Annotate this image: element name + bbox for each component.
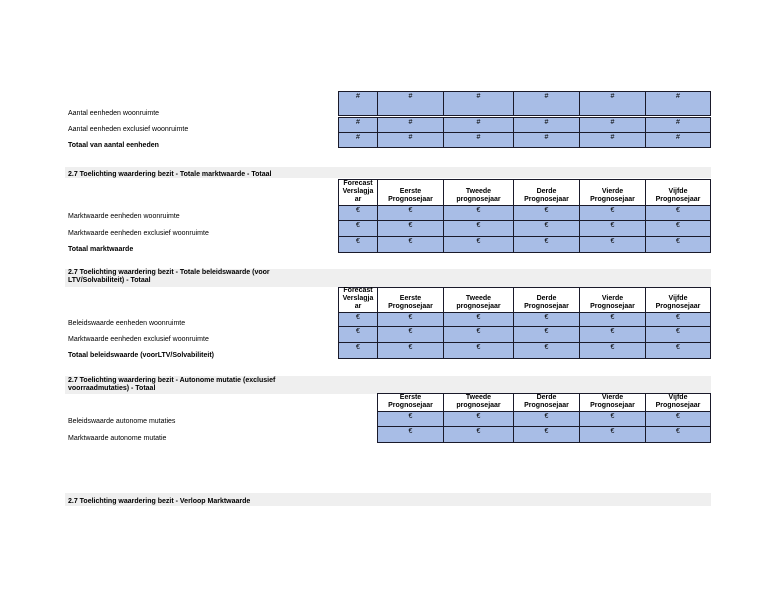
cell-text: € (544, 314, 549, 321)
cell-text: € (610, 314, 615, 321)
units-header-mark (378, 92, 443, 101)
cell-text: € (476, 413, 481, 420)
mark-text: # (676, 93, 680, 100)
cell-text: # (544, 134, 549, 141)
column-header-text: Tweede prognosejaar (456, 188, 501, 203)
column-header (645, 393, 711, 412)
column-header-text: Tweede prognosejaar (456, 394, 501, 409)
column-header-text: Eerste Prognosejaar (388, 295, 433, 310)
cell-text: # (408, 134, 413, 141)
column-header (579, 179, 646, 206)
value-cell[interactable] (338, 236, 378, 253)
units-header-mark (339, 92, 377, 101)
cell-text: € (676, 413, 680, 420)
cell-text: € (356, 344, 360, 351)
value-cell[interactable] (338, 342, 378, 359)
column-header (579, 287, 646, 313)
value-cell[interactable] (513, 411, 580, 427)
value-cell[interactable] (338, 326, 378, 343)
units-header-cell (377, 91, 444, 116)
value-cell[interactable] (513, 426, 580, 443)
cell-text: € (676, 222, 680, 229)
value-cell[interactable] (579, 205, 646, 221)
cell-text: # (476, 119, 481, 126)
cell-text: € (476, 238, 481, 245)
value-cell[interactable] (443, 236, 514, 253)
cell-text: € (476, 207, 481, 214)
value-cell[interactable] (443, 312, 514, 327)
value-cell[interactable] (513, 205, 580, 221)
cell-text: € (610, 344, 615, 351)
value-cell[interactable] (443, 411, 514, 427)
value-cell[interactable] (579, 132, 646, 148)
cell-text: € (476, 314, 481, 321)
column-header-text: Forecast Verslagja ar (342, 180, 374, 203)
column-header-text: Forecast Verslagja ar (342, 287, 374, 310)
cell-text: € (476, 328, 481, 335)
value-cell[interactable] (443, 426, 514, 443)
value-cell[interactable] (513, 342, 580, 359)
cell-text: € (476, 428, 481, 435)
column-header (443, 179, 514, 206)
column-header (645, 287, 711, 313)
value-cell[interactable] (579, 342, 646, 359)
value-cell[interactable] (377, 205, 444, 221)
value-cell[interactable] (579, 326, 646, 343)
column-header (377, 393, 444, 412)
value-cell[interactable] (645, 411, 711, 427)
cell-text: € (544, 328, 549, 335)
section-title: 2.7 Toelichting waardering bezit - Autonome mutatie (exclusief voorraadmutaties) - Totaal (68, 377, 276, 392)
mark-text: # (356, 93, 360, 100)
column-header-text: Derde Prognosejaar (524, 295, 569, 310)
cell-text: # (610, 119, 615, 126)
row-label: Beleidswaarde eenheden woonruimte (68, 320, 186, 327)
column-header-text: Vierde Prognosejaar (590, 394, 635, 409)
units-header-cell (338, 91, 378, 116)
value-cell[interactable] (443, 326, 514, 343)
column-header-text: Vijfde Prognosejaar (655, 295, 701, 310)
units-header-mark (444, 92, 513, 101)
mark-text: # (610, 93, 615, 100)
mark-text: # (476, 93, 481, 100)
row-label: Aantal eenheden woonruimte (68, 110, 160, 117)
value-cell[interactable] (579, 220, 646, 237)
cell-text: € (408, 238, 413, 245)
row-label: Marktwaarde eenheden exclusief woonruimte (68, 230, 209, 237)
column-header-text: Vierde Prognosejaar (590, 295, 635, 310)
section-title: 2.7 Toelichting waardering bezit - Totale beleidswaarde (voor LTV/Solvabiliteit) - Totaal (68, 269, 270, 284)
units-header-cell (579, 91, 646, 116)
value-cell[interactable] (443, 220, 514, 237)
units-header-cell (645, 91, 711, 116)
units-header-mark (646, 92, 710, 101)
cell-text: € (356, 238, 360, 245)
value-cell[interactable] (338, 220, 378, 237)
value-cell[interactable] (579, 117, 646, 133)
value-cell[interactable] (377, 326, 444, 343)
value-cell[interactable] (579, 426, 646, 443)
value-cell[interactable] (645, 236, 711, 253)
value-cell[interactable] (377, 342, 444, 359)
column-header-text: Tweede prognosejaar (456, 295, 501, 310)
total-label: Totaal marktwaarde (68, 246, 134, 253)
value-cell[interactable] (513, 312, 580, 327)
cell-text: # (356, 134, 360, 141)
cell-text: # (356, 119, 360, 126)
cell-text: € (356, 328, 360, 335)
column-header (443, 287, 514, 313)
column-header-text: Vierde Prognosejaar (590, 188, 635, 203)
value-cell[interactable] (443, 132, 514, 148)
units-table (0, 0, 776, 160)
cell-text: € (408, 314, 413, 321)
column-header (645, 179, 711, 206)
value-cell[interactable] (645, 326, 711, 343)
cell-text: # (610, 134, 615, 141)
value-cell[interactable] (579, 411, 646, 427)
column-header (579, 393, 646, 412)
value-cell[interactable] (513, 220, 580, 237)
value-cell[interactable] (377, 236, 444, 253)
value-cell[interactable] (645, 342, 711, 359)
column-header (338, 287, 378, 313)
column-header (513, 287, 580, 313)
section-title: 2.7 Toelichting waardering bezit - Totale marktwaarde - Totaal (68, 171, 272, 178)
cell-text: € (408, 413, 413, 420)
cell-text: € (408, 428, 413, 435)
value-cell[interactable] (377, 220, 444, 237)
cell-text: € (676, 314, 680, 321)
value-cell[interactable] (579, 236, 646, 253)
value-cell[interactable] (338, 132, 378, 148)
cell-text: € (356, 314, 360, 321)
cell-text: € (610, 222, 615, 229)
cell-text: € (676, 238, 680, 245)
column-header (377, 179, 444, 206)
value-cell[interactable] (377, 426, 444, 443)
value-cell[interactable] (338, 312, 378, 327)
value-cell[interactable] (513, 236, 580, 253)
cell-text: € (408, 222, 413, 229)
section-title: 2.7 Toelichting waardering bezit - Verloop Marktwaarde (68, 498, 251, 505)
cell-text: € (408, 207, 413, 214)
cell-text: € (676, 328, 680, 335)
cell-text: € (544, 428, 549, 435)
cell-text: € (610, 413, 615, 420)
total-label: Totaal beleidswaarde (voorLTV/Solvabiliteit) (68, 352, 214, 359)
value-cell[interactable] (645, 117, 711, 133)
cell-text: € (356, 207, 360, 214)
value-cell[interactable] (513, 117, 580, 133)
value-cell[interactable] (645, 205, 711, 221)
value-cell[interactable] (443, 205, 514, 221)
value-cell[interactable] (645, 220, 711, 237)
cell-text: # (676, 119, 680, 126)
cell-text: € (544, 207, 549, 214)
cell-text: # (544, 119, 549, 126)
cell-text: € (610, 328, 615, 335)
cell-text: € (408, 344, 413, 351)
mark-text: # (544, 93, 549, 100)
units-header-mark (580, 92, 645, 101)
cell-text: € (544, 413, 549, 420)
cell-text: € (356, 222, 360, 229)
column-header (513, 393, 580, 412)
cell-text: € (544, 344, 549, 351)
column-header (338, 179, 378, 206)
cell-text: € (544, 222, 549, 229)
column-header-text: Derde Prognosejaar (524, 394, 569, 409)
cell-text: € (610, 238, 615, 245)
value-cell[interactable] (443, 342, 514, 359)
cell-text: € (676, 207, 680, 214)
value-cell[interactable] (513, 326, 580, 343)
row-label: Marktwaarde autonome mutatie (68, 435, 167, 442)
cell-text: € (544, 238, 549, 245)
cell-text: € (476, 344, 481, 351)
cell-text: # (408, 119, 413, 126)
cell-text: € (408, 328, 413, 335)
units-header-cell (443, 91, 514, 116)
mark-text: # (408, 93, 413, 100)
cell-text: # (676, 134, 680, 141)
column-header-text: Vijfde Prognosejaar (655, 394, 701, 409)
value-cell[interactable] (645, 426, 711, 443)
units-header-mark (514, 92, 579, 101)
row-label: Aantal eenheden exclusief woonruimte (68, 126, 189, 133)
cell-text: € (476, 222, 481, 229)
column-header-text: Eerste Prognosejaar (388, 394, 433, 409)
row-label: Marktwaarde eenheden woonruimte (68, 213, 180, 220)
column-header-text: Eerste Prognosejaar (388, 188, 433, 203)
value-cell[interactable] (377, 312, 444, 327)
cell-text: # (476, 134, 481, 141)
value-cell[interactable] (338, 205, 378, 221)
value-cell[interactable] (645, 132, 711, 148)
cell-text: € (676, 428, 680, 435)
row-label: Marktwaarde eenheden exclusief woonruimte (68, 336, 209, 343)
value-cell[interactable] (377, 117, 444, 133)
value-cell[interactable] (513, 132, 580, 148)
value-cell[interactable] (645, 312, 711, 327)
cell-text: € (676, 344, 680, 351)
cell-text: € (610, 428, 615, 435)
value-cell[interactable] (377, 132, 444, 148)
column-header (377, 287, 444, 313)
total-label: Totaal van aantal eenheden (68, 142, 159, 149)
cell-text: € (610, 207, 615, 214)
column-header-text: Derde Prognosejaar (524, 188, 569, 203)
column-header (443, 393, 514, 412)
value-cell[interactable] (338, 117, 378, 133)
column-header-text: Vijfde Prognosejaar (655, 188, 701, 203)
column-header (513, 179, 580, 206)
value-cell[interactable] (443, 117, 514, 133)
row-label: Beleidswaarde autonome mutaties (68, 418, 176, 425)
value-cell[interactable] (579, 312, 646, 327)
units-header-cell (513, 91, 580, 116)
value-cell[interactable] (377, 411, 444, 427)
